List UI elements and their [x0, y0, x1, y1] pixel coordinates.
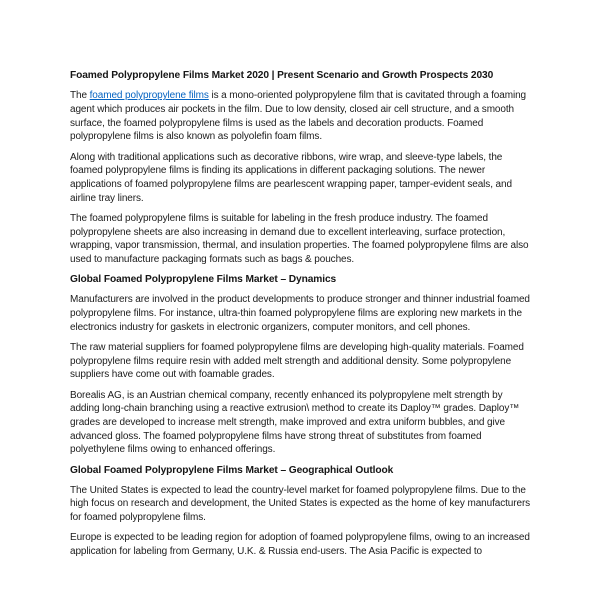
intro-text-prefix: The — [70, 90, 90, 102]
section-heading-dynamics: Global Foamed Polypropylene Films Market – Dynamics — [70, 274, 337, 286]
paragraph-united-states: The United States is expected to lead the country-level market for foamed polypropylene films. Due to the high focus on research and development, the United States is expected as the home of key manufacturers for foamed polypropylene films. — [70, 484, 531, 524]
paragraph-manufacturers: Manufacturers are involved in the product developments to produce stronger and thinner industrial foamed polypropylene films. For instance, ultra-thin foamed polypropylene films are exploring new markets in the electronics industry for gaskets in electronic organizers, computer monitors, and cell phones. — [70, 294, 530, 333]
paragraph-labeling-demand: The foamed polypropylene films is suitable for labeling in the fresh produce industry. The foamed polypropylene sheets are also increasing in demand due to excellent interleaving, surface protection, wrapping, vapor transmission, thermal, and insulation properties. The foamed polypropylene films are also used to manufacture packaging formats such as bags & pouches. — [70, 212, 529, 265]
foamed-polypropylene-films-link[interactable]: foamed polypropylene films — [89, 90, 209, 102]
document-title: Foamed Polypropylene Films Market 2020 | Present Scenario and Growth Prospects 2030 — [70, 70, 494, 81]
paragraph-raw-material-suppliers: The raw material suppliers for foamed polypropylene films are developing high-quality materials. Foamed polypropylene films require resin with added melt strength and additional density. Some polypropylene suppliers have come out with foamable grades. — [70, 341, 524, 381]
paragraph-europe: Europe is expected to be leading region for adoption of foamed polypropylene films, owing to an increased application for labeling from Germany, U.K. & Russia end-users. The Asia Pacific is expected to — [70, 532, 530, 558]
paragraph-borealis: Borealis AG, is an Austrian chemical company, recently enhanced its polypropylene melt strength by adding long-chain branching using a reactive extrusion\ method to create its Daploy™ grades. Daploy™ grades are developed to increase melt strength, make improved and extra uniform bubbles, and give advanced gloss. The foamed polypropylene films have strong threat of substitutes from foamed polyethylene films owing to enhanced offerings. — [70, 389, 520, 456]
intro-text-suffix: is a mono-oriented polypropylene film that is cavitated through a foaming agent which produces air pockets in the film. Due to low density, closed air cell structure, and a smooth surface, the foamed polypropylene films is used as the labels and decoration products. Foamed polypropylene films is also known as polyolefin foam films. — [70, 90, 526, 143]
paragraph-intro — [70, 89, 531, 144]
paragraph-traditional-applications: Along with traditional applications such as decorative ribbons, wire wrap, and sleeve-type labels, the foamed polypropylene films is finding its applications in different packaging solutions. The newer applications of foamed polypropylene films are pearlescent wrapping paper, tamper-evident seals, and airline tray liners. — [70, 151, 512, 204]
section-heading-geographical-outlook: Global Foamed Polypropylene Films Market – Geographical Outlook — [70, 464, 394, 476]
